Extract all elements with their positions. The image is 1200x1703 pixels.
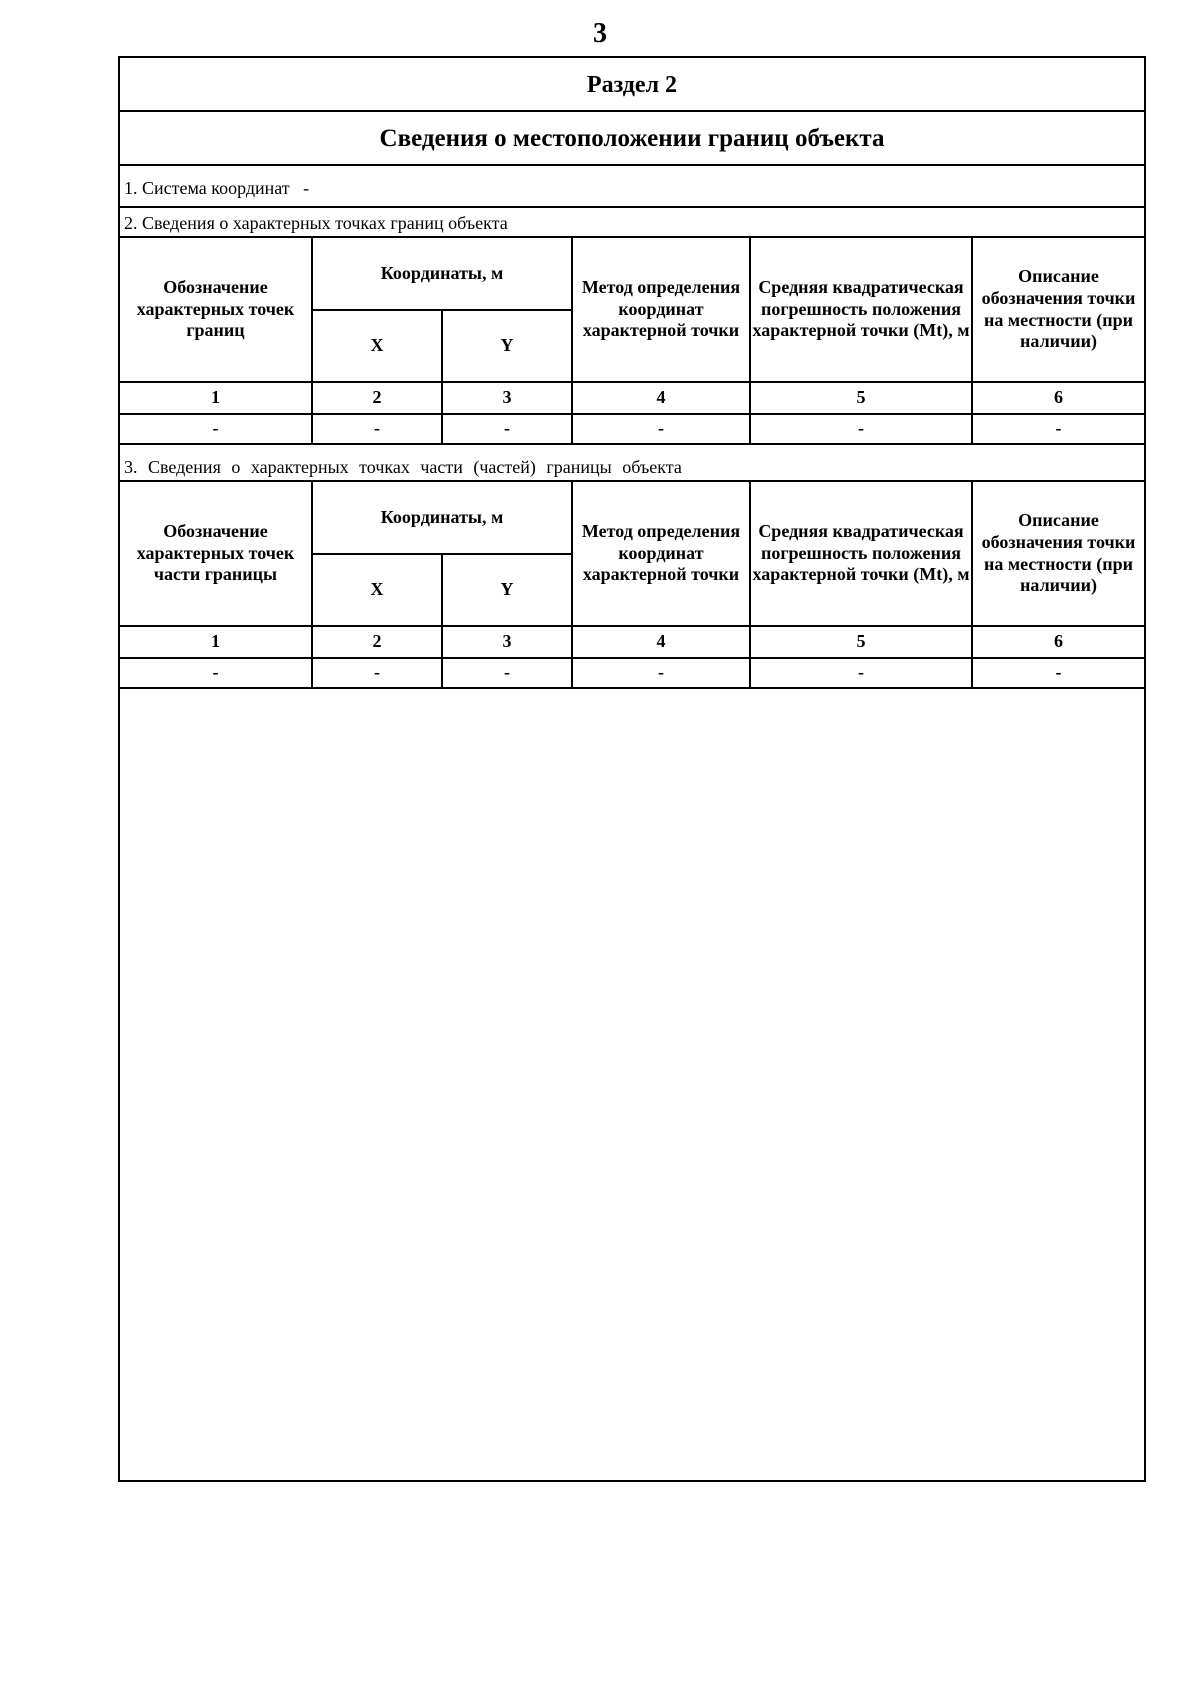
table-row bbox=[120, 658, 1144, 688]
column-number: 2 bbox=[312, 626, 442, 658]
table-row bbox=[120, 414, 1144, 444]
page-number: 3 bbox=[593, 18, 607, 49]
section-subtitle: Сведения о местоположении границ объекта bbox=[120, 112, 1144, 166]
table-cell: - bbox=[120, 658, 312, 688]
coord-system-value: - bbox=[303, 178, 310, 198]
boundary-points-table bbox=[120, 238, 1144, 445]
column-number: 5 bbox=[750, 626, 972, 658]
header-description: Описание обозначения точки на местности (при наличии) bbox=[972, 482, 1144, 626]
table-cell: - bbox=[312, 658, 442, 688]
header-x: X bbox=[312, 310, 442, 382]
table-cell: - bbox=[572, 414, 750, 444]
table-cell: - bbox=[750, 414, 972, 444]
part-points-heading-text: 3. Сведения о характерных точках части (частей) границы объекта bbox=[124, 457, 682, 477]
header-error: Средняя квадратическая погрешность положения характерной точки (Mt), м bbox=[750, 238, 972, 382]
table-cell: - bbox=[972, 658, 1144, 688]
column-numbers-row bbox=[120, 626, 1144, 658]
header-coordinates: Координаты, м bbox=[312, 482, 572, 554]
header-designation: Обозначение характерных точек части границы bbox=[120, 482, 312, 626]
header-error: Средняя квадратическая погрешность положения характерной точки (Mt), м bbox=[750, 482, 972, 626]
coord-system-line bbox=[120, 166, 1144, 208]
coord-system-label: 1. Система координат bbox=[124, 178, 290, 198]
header-y: Y bbox=[442, 310, 572, 382]
table-cell: - bbox=[442, 414, 572, 444]
column-numbers-row bbox=[120, 382, 1144, 414]
part-points-heading bbox=[120, 452, 1144, 482]
section-title: Раздел 2 bbox=[120, 58, 1144, 112]
header-method: Метод определения координат характерной точки bbox=[572, 238, 750, 382]
header-y: Y bbox=[442, 554, 572, 626]
header-method: Метод определения координат характерной точки bbox=[572, 482, 750, 626]
table-cell: - bbox=[572, 658, 750, 688]
table-cell: - bbox=[750, 658, 972, 688]
column-number: 4 bbox=[572, 626, 750, 658]
column-number: 3 bbox=[442, 382, 572, 414]
boundary-points-heading: 2. Сведения о характерных точках границ объекта bbox=[120, 208, 1144, 238]
part-points-table bbox=[120, 482, 1144, 689]
column-number: 2 bbox=[312, 382, 442, 414]
column-number: 1 bbox=[120, 626, 312, 658]
column-number: 1 bbox=[120, 382, 312, 414]
table-cell: - bbox=[120, 414, 312, 444]
header-designation: Обозначение характерных точек границ bbox=[120, 238, 312, 382]
column-number: 5 bbox=[750, 382, 972, 414]
document-frame bbox=[118, 56, 1146, 1482]
header-x: X bbox=[312, 554, 442, 626]
column-number: 6 bbox=[972, 626, 1144, 658]
column-number: 6 bbox=[972, 382, 1144, 414]
header-description: Описание обозначения точки на местности (при наличии) bbox=[972, 238, 1144, 382]
column-number: 3 bbox=[442, 626, 572, 658]
table-cell: - bbox=[312, 414, 442, 444]
table-cell: - bbox=[442, 658, 572, 688]
header-coordinates: Координаты, м bbox=[312, 238, 572, 310]
table-cell: - bbox=[972, 414, 1144, 444]
column-number: 4 bbox=[572, 382, 750, 414]
